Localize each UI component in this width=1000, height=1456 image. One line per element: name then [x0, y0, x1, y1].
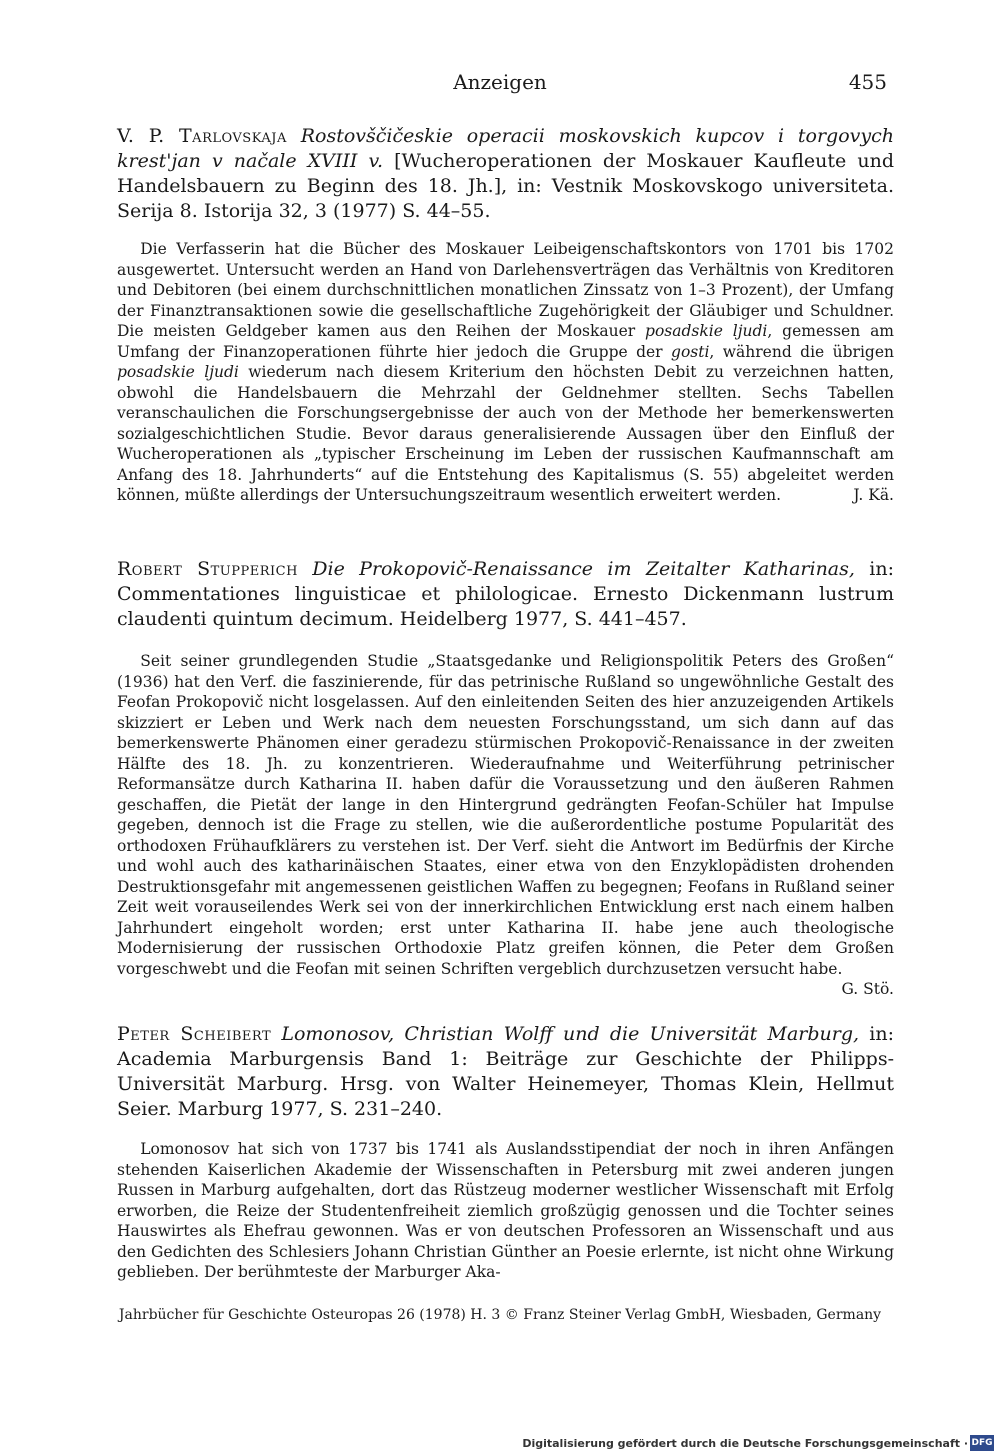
dfg-funding-text: Digitalisierung gefördert durch die Deutsche Forschungsgemeinschaft · [522, 1437, 968, 1450]
entry-3-heading [117, 1022, 894, 1122]
entry-3-author: Peter Scheibert [117, 1023, 272, 1045]
entry-2-heading [117, 557, 894, 632]
entry-2-author: Robert Stupperich [117, 558, 298, 580]
entry-1-author: V. P. Tarlovskaja [117, 125, 287, 147]
entry-1-reviewer: J. Kä. [853, 486, 894, 504]
entry-1-citation: [Wucheroperationen der Moskauer Kaufleute und Handelsbauern zu Beginn des 18. Jh.], in: Vestnik Moskovskogo universiteta. Serija 8. Istorija 32, 3 (1977) S. 44–55. [117, 150, 894, 222]
entry-3-citation: in: Academia Marburgensis Band 1: Beiträge zur Geschichte der Philipps-Universität Marburg. Hrsg. von Walter Heinemeyer, Thomas Klein, Hellmut Seier. Marburg 1977, S. 231–240. [117, 1023, 894, 1120]
entry-1-review: Die Verfasserin hat die Bücher des Moskauer Leibeigenschaftskontors von 1701 bis 1702 ausgewertet. Untersucht werden an Hand von Darlehensverträgen das Verhältnis von Kreditoren und Debitoren (bei einem durchschnittlichen monatlichen Zinssatz von 1–3 Prozent), der Umfang der Finanztransaktionen sowie die gesellschaftliche Zugehörigkeit der Gläubiger und Schuldner. Die meisten Geldgeber kamen aus den Reihen der Moskauer posadskie ljudi, gemessen am Umfang der Finanzoperationen führte hier jedoch die Gruppe der gosti, während die übrigen posadskie ljudi wiederum nach diesem Kriterium den höchsten Debit zu verzeichnen hatten, obwohl die Handelsbauern die Mehrzahl der Geldnehmer stellten. Sechs Tabellen veranschaulichen die Forschungsergebnisse der auch von der Methode her bemerkenswerten sozialgeschichtlichen Studie. Bevor daraus generalisierende Aussagen über den Einfluß der Wucheroperationen als „typischer Erscheinung im Leben der russischen Kaufmannschaft am Anfang des 18. Jahrhunderts“ auf die Entstehung des Kapitalismus (S. 55) abgeleitet werden können, müßte allerdings der Untersuchungszeitraum wesentlich erweitert werden. J. Kä. [117, 240, 895, 504]
dfg-logo-icon: DFG [970, 1435, 994, 1451]
entry-1-title: Rostovščičeskie operacii moskovskich kupcov i torgovych krest'jan v načale XVIII v. [117, 125, 894, 172]
page-number: 455 [848, 70, 887, 94]
entry-2-citation: in: Commentationes linguisticae et philologicae. Ernesto Dickenmann lustrum claudenti quintum decimum. Heidelberg 1977, S. 441–457. [117, 558, 894, 630]
entry-1-heading [117, 124, 894, 224]
entry-2-title: Die Prokopovič-Renaissance im Zeitalter Katharinas, [312, 558, 855, 580]
entry-2-review: Seit seiner grundlegenden Studie „Staatsgedanke und Religionspolitik Peters des Großen“ (1936) hat den Verf. die faszinierende, für das petrinische Rußland so ungewöhnliche Gestalt des Feofan Prokopovič nicht losgelassen. Auf den einleitenden Seiten des hier anzuzeigenden Artikels skizziert er Leben und Werk nach dem neuesten Forschungsstand, um sich dann auf das bemerkenswerte Phänomen einer geradezu stürmischen Prokopovič-Renaissance in der zweiten Hälfte des 18. Jh. zu konzentrieren. Wiederaufnahme und Weiterführung petrinischer Reformansätze durch Katharina II. haben dafür die Voraussetzung und den äußeren Rahmen geschaffen, die Pietät der lange in den Hintergrund gedrängten Feofan-Schüler hat Impulse gegeben, dennoch ist die Frage zu stellen, wie die außerordentliche postume Popularität des orthodoxen Frühaufklärers zu verstehen ist. Der Verf. sieht die Antwort im Bedürfnis der Kirche und wohl auch des katharinäischen Staates, einer etwa von den Enzyklopädisten drohenden Destruktionsgefahr mit angemessenen geistlichen Waffen zu begegnen; Feofans in Rußland seiner Zeit weit vorauseilendes Werk sei von der innerkirchlichen Entwicklung erst nach einem halben Jahrhundert eingeholt worden; erst unter Katharina II. habe jene auch theologische Modernisierung der russischen Orthodoxie Platz greifen können, die Peter dem Großen vorgeschwebt und die Feofan mit seinen Schriften vergeblich durchzusetzen versucht habe. G. Stö. [117, 652, 894, 998]
entry-3-title: Lomonosov, Christian Wolff und die Universität Marburg, [281, 1023, 860, 1045]
journal-footer: Jahrbücher für Geschichte Osteuropas 26 (1978) H. 3 © Franz Steiner Verlag GmbH, Wiesbaden, Germany [118, 1307, 882, 1323]
running-header: Anzeigen [453, 70, 547, 94]
dfg-funding-bar [0, 1432, 1000, 1456]
entry-3-review: Lomonosov hat sich von 1737 bis 1741 als Auslandsstipendiat der noch in ihren Anfängen stehenden Kaiserlichen Akademie der Wissenschaften in Petersburg mit zwei anderen jungen Russen in Marburg aufgehalten, dort das Rüstzeug moderner westlicher Wissenschaft mit Erfolg erworben, die Reize der Studentenfreiheit ziemlich großzügig genossen und die Tochter seines Hauswirtes als Ehefrau gewonnen. Was er von deutschen Professoren an Wissenschaft und aus den Gedichten des Schlesiers Johann Christian Günther an Poesie erlernte, ist nicht ohne Wirkung geblieben. Der berühmteste der Marburger Aka- [117, 1140, 894, 1281]
entry-2-reviewer: G. Stö. [841, 980, 894, 998]
